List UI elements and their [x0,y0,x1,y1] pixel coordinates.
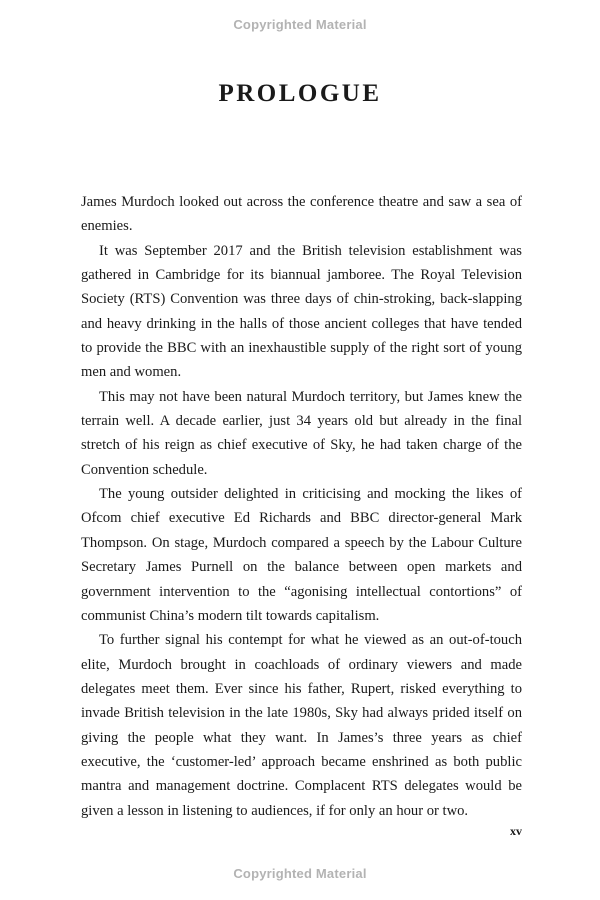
paragraph: James Murdoch looked out across the conference theatre and saw a sea of enemies. [81,194,522,235]
paragraph: This may not have been natural Murdoch territory, but James knew the terrain well. A decade earlier, just 34 years old but already in the final stretch of his reign as chief executive of Sky, he had taken charge of the Convention schedule. [81,388,522,478]
prologue-body [81,190,522,823]
copyright-watermark-bottom: Copyrighted Material [233,866,367,881]
paragraph: It was September 2017 and the British television establishment was gathered in Cambridge for its biannual jamboree. The Royal Television Society (RTS) Convention was three days of chin-stroking, back-slapping and heavy drinking in the halls of those ancient colleges that have tended to provide the BBC with an inexhaustible supply of the right sort of young men and women. [81,242,522,381]
chapter-title: PROLOGUE [218,80,382,107]
paragraph: The young outsider delighted in criticising and mocking the likes of Ofcom chief executive Ed Richards and BBC director-general Mark Thompson. On stage, Murdoch compared a speech by the Labour Culture Secretary James Purnell on the balance between open markets and government intervention to the “agonising intellectual contortions” of communist China’s modern tilt towards capitalism. [81,486,522,624]
page-number: xv [510,824,522,838]
paragraph: To further signal his contempt for what he viewed as an out-of-touch elite, Murdoch brought in coachloads of ordinary viewers and made delegates meet them. Ever since his father, Rupert, risked everything to invade British television in the late 1980s, Sky had always prided itself on giving the people what they want. In James’s three years as chief executive, the ‘customer-led’ approach became enshrined as both public mantra and management doctrine. Complacent RTS delegates would be given a lesson in listening to audiences, if for only an hour or two. [81,632,522,819]
copyright-watermark-top: Copyrighted Material [233,17,367,32]
